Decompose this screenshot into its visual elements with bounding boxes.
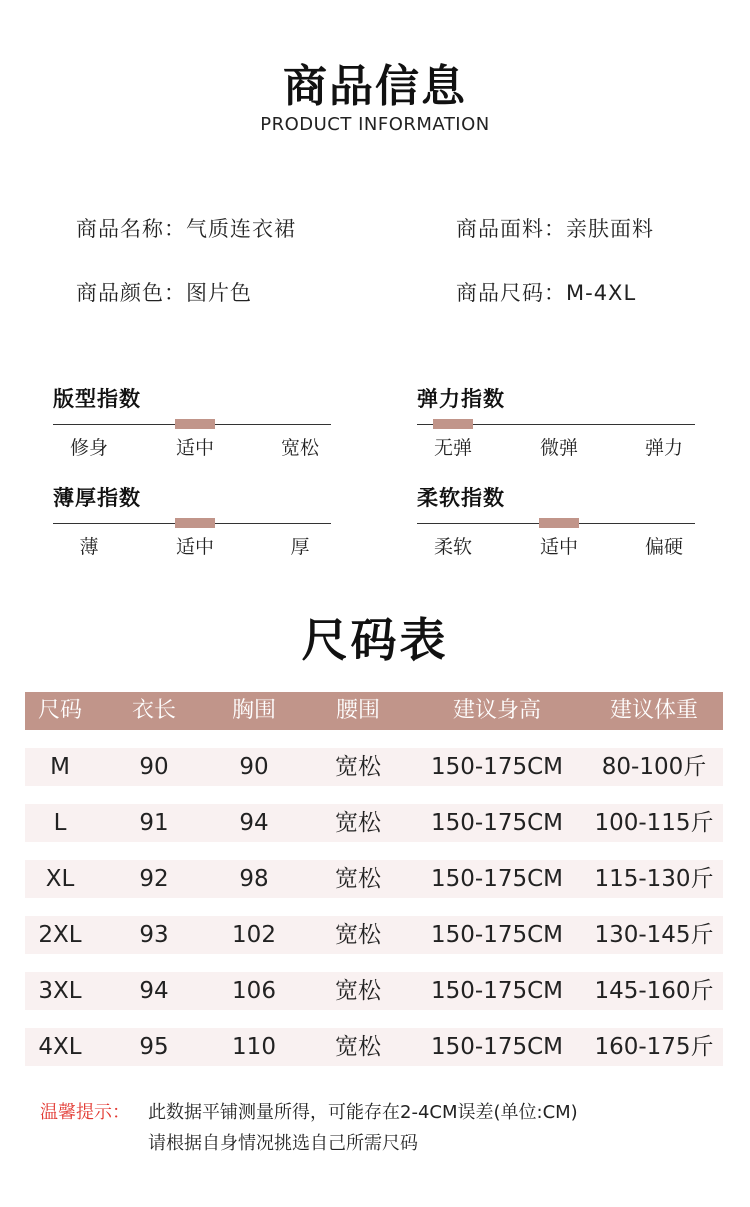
metric-softness-label-high: 偏硬 [644,536,684,558]
info-fabric-label: 商品面料： [456,217,566,241]
table-cell: L [53,810,67,836]
table-cell: 90 [139,754,169,780]
table-cell: 106 [232,978,276,1004]
table-cell: 宽松 [335,1034,381,1060]
table-cell: 宽松 [335,866,381,892]
table-cell: 130-145斤 [594,922,714,948]
table-cell: 3XL [38,978,82,1004]
table-row [25,804,723,842]
size-chart-title: 尺码表 [301,613,449,667]
table-cell: 100-115斤 [594,810,714,836]
table-row [25,860,723,898]
metric-fit-marker [175,419,215,429]
table-cell: 94 [239,810,269,836]
tip-text-line2: 请根据自身情况挑选自己所需尺码 [148,1133,418,1154]
table-cell: 2XL [38,922,82,948]
table-cell: 150-175CM [430,922,564,948]
table-cell: 80-100斤 [601,754,707,780]
table-cell: 115-130斤 [594,866,714,892]
info-name-label: 商品名称： [76,217,186,241]
size-table-header-cell: 建议体重 [609,698,699,723]
table-cell: 95 [139,1034,169,1060]
size-table-header-cell: 腰围 [335,698,381,723]
metric-elasticity-label-low: 无弹 [433,437,473,459]
metric-softness-label-low: 柔软 [433,536,473,558]
size-table-header [25,692,723,730]
table-cell: 宽松 [335,978,381,1004]
info-color-value: 图片色 [186,281,252,305]
metric-fit-name: 版型指数 [53,387,141,411]
metric-elasticity-name: 弹力指数 [417,387,505,411]
metric-thickness-label-low: 薄 [79,536,99,558]
size-table-header-cell: 建议身高 [452,698,542,723]
size-table-header-cell: 胸围 [231,698,277,723]
info-name-value: 气质连衣裙 [186,217,296,241]
info-fabric-value: 亲肤面料 [566,217,654,241]
table-cell: 94 [139,978,169,1004]
table-cell: 150-175CM [430,1034,564,1060]
table-cell: 91 [139,810,169,836]
table-row [25,1028,723,1066]
table-cell: 90 [239,754,269,780]
table-cell: XL [45,866,75,892]
table-row [25,972,723,1010]
info-product-name [76,213,296,243]
page-subtitle: PRODUCT INFORMATION [260,114,490,135]
info-product-color [76,277,252,307]
metric-elasticity-label-high: 弹力 [644,437,684,459]
table-cell: M [50,754,70,780]
page-title: 商品信息 [283,61,467,112]
table-cell: 98 [239,866,269,892]
table-cell: 宽松 [335,810,381,836]
metric-thickness-label-high: 厚 [290,536,310,558]
table-cell: 102 [232,922,276,948]
table-row [25,748,723,786]
table-cell: 93 [139,922,169,948]
table-cell: 宽松 [335,754,381,780]
info-product-size [456,277,636,307]
table-cell: 宽松 [335,922,381,948]
info-product-fabric [456,213,654,243]
metric-elasticity-marker [433,419,473,429]
table-row [25,916,723,954]
table-cell: 160-175斤 [594,1034,714,1060]
info-color-label: 商品颜色： [76,281,186,305]
table-cell: 150-175CM [430,754,564,780]
metric-thickness-name: 薄厚指数 [53,486,141,510]
metric-fit-label-high: 宽松 [280,437,320,459]
info-size-label: 商品尺码： [456,281,566,305]
info-size-value: M-4XL [566,281,637,305]
table-cell: 145-160斤 [594,978,714,1004]
metric-softness-name: 柔软指数 [417,486,505,510]
metric-softness-label-mid: 适中 [539,536,579,558]
table-cell: 4XL [38,1034,82,1060]
tip-text-line1: 此数据平铺测量所得，可能存在2-4CM误差(单位:CM) [148,1102,578,1123]
size-table-header-cell: 衣长 [131,698,177,723]
table-cell: 92 [139,866,169,892]
table-cell: 150-175CM [430,978,564,1004]
tip-label: 温馨提示： [40,1102,130,1123]
metric-thickness-marker [175,518,215,528]
metric-fit-label-mid: 适中 [175,437,215,459]
table-cell: 150-175CM [430,866,564,892]
metric-thickness-label-mid: 适中 [175,536,215,558]
size-table-header-cell: 尺码 [37,698,83,723]
table-cell: 150-175CM [430,810,564,836]
metric-elasticity-label-mid: 微弹 [539,437,579,459]
metric-fit-label-low: 修身 [69,437,109,459]
metric-softness-marker [539,518,579,528]
table-cell: 110 [232,1034,276,1060]
